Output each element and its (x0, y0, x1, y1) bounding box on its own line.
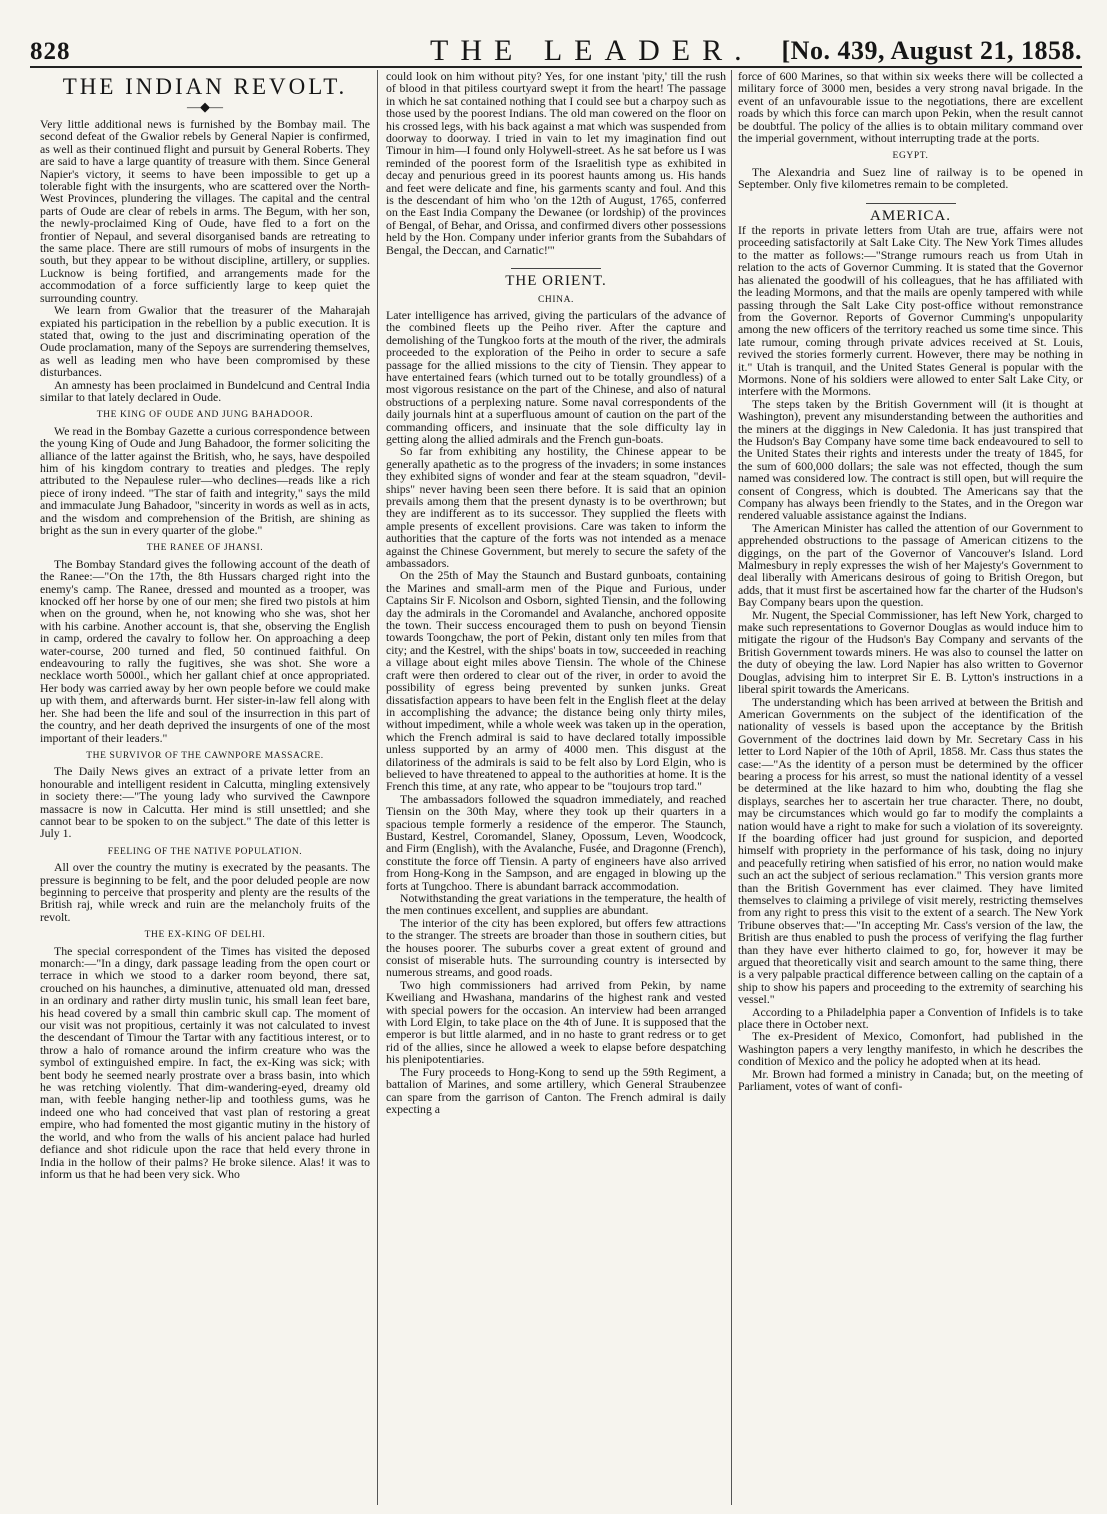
article-paragraph: force of 600 Marines, so that within six weeks there will be collected a military force of 3000 men, besides a very strong naval brigade. In the event of an unfavourable issue to the negotiations, there are excellent roads by which this force can march upon Pekin, when the result cannot be doubtful. The policy of the allies is to obtain military command over the imperial government, without interrupting trade at the ports. (738, 70, 1083, 146)
article-paragraph: The understanding which has been arrived at between the British and American Governments on the subject of the identification of the nationality of vessels is based upon the acceptance by the British Government of the doctrines laid down by Mr. Secretary Cass in his letter to Lord Napier of the 10th of April, 1858. Mr. Cass thus states the case:—"As the identity of a person must be determined by the officer bearing a process for his arrest, so must the national identity of a vessel be determined at the like hazard to him who, doubting the flag she displays, searches her to ascertain her true character. There, no doubt, may be circumstances which would go far to modify the complaints a nation would have a right to make for such a violation of its sovereignty. If the boarding officer had just ground for suspicion, and deported himself with propriety in the performance of his task, doing no injury and peacefully retiring when satisfied of his error, no nation would make such an act the subject of serious reclamation." This version grants more than the British Government has ever claimed. They have limited themselves to claiming a privilege of visit merely, restricting themselves from any right to press this visit to the extent of a search. The New York Tribune observes that:—"In accepting Mr. Cass's version of the law, the British are thus enabled to push the process of verifying the flag further than they have ever hitherto claimed to go, for, however it may be argued that theoretically visit and search amount to the same thing, there is a very palpable practical difference between calling on the captain of a ship to show his papers and proceeding to the extremity of searching his vessel." (738, 694, 1083, 1007)
article-paragraph: An amnesty has been proclaimed in Bundelcund and Central India similar to that lately declared in Oude. (40, 377, 370, 404)
article-paragraph: The Alexandria and Suez line of railway is to be opened in September. Only five kilometres remain to be completed. (738, 164, 1083, 192)
article-paragraph: Mr. Nugent, the Special Commissioner, has left New York, charged to make such representations to Governor Douglas as would induce him to mitigate the rigour of the Hudson's Bay Company and servants of the British Government towards miners. He was also to counsel the latter on the duty of obeying the law. Lord Napier has also written to Governor Douglas, advising him to interpret Sir E. B. Lytton's instructions in a liberal spirit towards the Americans. (738, 607, 1083, 697)
article-paragraph: The Daily News gives an extract of a private letter from an honourable and intelligent resident in Calcutta, mingling extensively in society there:—"The young lady who survived the Cawnpore massacre is now in Calcutta. Her mind is still unsettled; and she cannot bear to be spoken to on the subject." The date of this letter is July 1. (40, 764, 370, 841)
newspaper-title: THE LEADER. (430, 34, 754, 67)
article-paragraph: Mr. Brown had formed a ministry in Canada; but, on the meeting of Parliament, votes of want of confi- (738, 1066, 1083, 1094)
subheading-king-of-oude: THE KING OF OUDE AND JUNG BAHADOOR. (96, 410, 314, 421)
subheading-egypt: EGYPT. (892, 151, 929, 162)
subheading-ex-king-of-delhi: THE EX-KING OF DELHI. (144, 930, 266, 941)
article-paragraph: could look on him without pity? Yes, for one instant 'pity,' till the rush of blood in that pitiless courtyard swept it from the heart! The passage in which he sat contained nothing that I could see but a charpoy such as those used by the poorest Indians. The old man cowered on the floor on his crossed legs, with his back against a mat which was suspended from doorway to doorway. I tried in vain to let my imagination find out Timour in him—I found only Holywell-street. As he sat before us I was reminded of the poorest form of the Israelitish type as exhibited in decay and penurious greed in its poorest haunts among us. His hands and feet were delicate and fine, his garments scanty and foul. And this is the descendant of him who 'on the 12th of August, 1765, conferred on the East India Company the Dewanee (or lordship) of the provinces of Bengal, of Behar, and Orissa, and confirmed divers other possessions held by the Hon. Company under inferior grants from the Subahdars of Bengal, the Deccan, and Carnatic!'" (386, 70, 726, 257)
article-paragraph: The Bombay Standard gives the following account of the death of the Ranee:—"On the 17th, the 8th Hussars charged right into the enemy's camp. The Ranee, dressed and mounted as a trooper, was knocked off her horse by one of our men; she fired two pistols at him when on the ground, when he, not knowing who she was, shot her with his carbine. Another account is, that she, observing the English in camp, ordered the cavalry to follow her. On approaching a deep water-course, 200 turned and fled, 50 continued faithful. On endeavouring to rally the fugitives, she was shot. She wore a necklace worth 5000l., which her gallant chief at once appropriated. Her body was carried away by her own people before we could make up with them, and afterwards burnt. Her sister-in-law fell along with her. She had been the life and soul of the insurrection in this part of the country, and her death deprived the insurgents of one of the most important of their leaders." (40, 556, 370, 745)
article-paragraph: Very little additional news is furnished by the Bombay mail. The second defeat of the Gwalior rebels by General Napier is confirmed, as well as their continued flight and pursuit by General Roberts. They are said to have a large quantity of treasure with them. Since General Napier's victory, it seems to have been impossible to get up a tolerable fight with the insurgents, who are scattered over the North-West Provinces, plundering the villages. The capital and the central parts of Oude are clear of rebels in arms. The Begum, with her son, the newly-proclaimed King of Oude, have fled to a fort on the frontier of Nepaul, and several disorganised bands are retreating to the same place. There are still rumours of mobs of insurgents in the south, but they appear to be without discipline, artillery, or supplies. Lucknow is being fortified, and arrangements made for the accommodation of a force sufficiently large to keep quiet the surrounding country. (40, 117, 370, 305)
america-heading: AMERICA. (870, 207, 951, 224)
article-paragraph: According to a Philadelphia paper a Convention of Infidels is to take place there in October next. (738, 1004, 1083, 1032)
subheading-ranee-of-jhansi: THE RANEE OF JHANSI. (146, 543, 264, 554)
article-paragraph: Notwithstanding the great variations in the temperature, the health of the men continues excellent, and supplies are abundant. (386, 891, 726, 918)
section-rule (866, 203, 956, 204)
article-paragraph: The steps taken by the British Government will (it is thought at Washington), prevent any misunderstanding between the authorities and the miners at the diggings in New Caledonia. It has just transpired that the Hudson's Bay Company have some time back endeavoured to sell to the United States their rights and interests under the treaty of 1845, for the sum of 600,000 dollars; the sale was not effected, though the sum named was considered low. The contract is still open, but will require the consent of Congress, which is doubted. The Americans say that the Company has always been friendly to the States, and in the Oregon war rendered valuable assistance against the Indians. (738, 396, 1083, 523)
article-paragraph: The interior of the city has been explored, but offers few attractions to the stranger. The streets are broader than those in southern cities, but the houses poorer. The suburbs cover a great extent of ground and consist of miserable huts. The surrounding country is intersected by numerous streams, and good roads. (386, 915, 726, 980)
subheading-china: CHINA. (537, 294, 575, 305)
article-paragraph: The ambassadors followed the squadron immediately, and reached Tiensin on the 30th May, where they took up their quarters in a spacious temple formerly a residence of the emperor. The Staunch, Bustard, Kestrel, Coromandel, Slaney, Opossum, Leven, Woodcock, and Firm (English), with the Avalanche, Fusée, and Dragonne (French), constitute the force off Tiensin. A party of engineers have also arrived from Hong-Kong in the Sampson, and are engaged in blowing up the forts at Tungchoo. There is abundant barrack accommodation. (386, 791, 726, 893)
article-paragraph: The American Minister has called the attention of our Government to apprehended obstructions to the passage of American citizens to the diggings, on the part of the Governor of Vancouver's Island. Lord Malmesbury in reply expresses the wish of her Majesty's Government to deal liberally with Americans desirous of going to British Oregon, but adds, that it must first be ascertained how far the charter of the Hudson's Bay Company bears upon the question. (738, 520, 1083, 610)
article-paragraph: We read in the Bombay Gazette a curious correspondence between the young King of Oude and Jung Bahadoor, the former soliciting the alliance of the latter against the British, who, he says, have despoiled him of his kingdom contrary to treaties and pledges. The reply attributed to the Nepaulese ruler—who declines—reads like a rich piece of irony indeed. "The star of faith and integrity," says the mild and immaculate Jung Bahadoor, "sincerity in words as well as in acts, and the wisdom and comprehension of the British, are shining as bright as the sun in every quarter of the globe." (40, 423, 370, 537)
column-divider-2 (731, 70, 732, 1505)
column-3 (738, 70, 1083, 1505)
subheading-cawnpore-survivor: THE SURVIVOR OF THE CAWNPORE MASSACRE. (86, 750, 324, 761)
issue-date: [No. 439, August 21, 1858. (781, 36, 1082, 65)
article-paragraph: We learn from Gwalior that the treasurer of the Maharajah expiated his participation in the rebellion by a public execution. It is stated that, owing to the just and discriminating operation of the Oude proclamation, many of the Sepoys are surrendering themselves, as well as leading men who have been compromised by these disturbances. (40, 303, 370, 380)
article-paragraph: The special correspondent of the Times has visited the deposed monarch:—"In a dingy, dark passage leading from the open court or terrace in which we stood to a darker room beyond, there sat, crouched on his haunches, a diminutive, attenuated old man, dressed in an ordinary and rather dirty muslin tunic, his small lean feet bare, his head covered by a small thin cambric skull cap. The moment of our visit was not propitious, certainly it was not calculated to invest the descendant of Timour the Tartar with any factitious interest, or to throw a halo of romance around the infirm creature who was the symbol of extinguished empire. In fact, the ex-King was sick; with bent body he seemed nearly prostrate over a brass basin, into which he was retching violently. That dim-wandering-eyed, dreamy old man, with feeble hanging nether-lip and toothless gums, was he indeed one who had conceived that vast plan of restoring a great empire, who had fomented the most gigantic mutiny in the history of the world, and who from the walls of his ancient palace had hurled defiance and shot ridicule upon the race that held every throne in India in the hollow of their palms? He broke silence. Alas! it was to inform us that he had been very sick. Who (40, 943, 370, 1181)
section-rule (511, 268, 601, 269)
article-paragraph: Two high commissioners had arrived from Pekin, by name Kweiliang and Hwashana, mandarins of the highest rank and vested with special powers for the occasion. An interview had been arranged with Lord Elgin, to take place on the 4th of June. It is supposed that the emperor is but little alarmed, and in no haste to grant redress or to get rid of the allies, since he allowed a week to elapse before despatching his plenipotentiaries. (386, 977, 726, 1067)
heading-ornament: —◆— (187, 99, 223, 114)
indian-revolt-heading: THE INDIAN REVOLT. (62, 74, 348, 99)
masthead (30, 34, 1082, 68)
subheading-native-population: FEELING OF THE NATIVE POPULATION. (107, 846, 303, 857)
orient-heading: THE ORIENT. (505, 273, 607, 290)
column-divider-1 (377, 70, 378, 1505)
article-paragraph: On the 25th of May the Staunch and Bustard gunboats, containing the Marines and small-arm men of the Pique and Furious, under Captains Sir F. Nicolson and Osborn, sighted Tiensin, and the following day the admirals in the Coromandel and Avalanche, anchored opposite the town. Their success encouraged them to push on beyond Tiensin towards Toongchaw, the port of Pekin, distant only ten miles from that city; and the Kestrel, with the ships' boats in tow, succeeded in reaching a village about eight miles above Tiensin. The whole of the Chinese craft were then ordered to clear out of the river, in order to avoid the possibility of egress being prevented by sunken junks. Great dissatisfaction appears to have been felt in the English fleet at the delay in accomplishing the advance; the distance being only thirty miles, without impediment, while a whole week was taken up in the operation, which the French admiral is said to have declared totally impossible unless supported by an army of 4000 men. This disgust at the dilatoriness of the admirals is said to be felt also by Lord Elgin, who is believed to have threatened to appeal to the authorities at home. It is the French this time, at any rate, who appear to be "toujours trop tard." (386, 568, 726, 794)
article-paragraph: If the reports in private letters from Utah are true, affairs were not proceeding satisfactorily at Salt Lake City. The New York Times alludes to the matter as follows:—"Strange rumours reach us from Utah in relation to the acts of Governor Cumming. It is stated that the Governor has alienated the goodwill of his colleagues, that he has affiliated with the leading Mormons, and that the mails are openly tampered with while passing through the Salt Lake City post-office without remonstrance from the Governor. Reports of Governor Cumming's unpopularity among the new officers of the territory reached us some time since. This late rumour, coming through private advices received at St. Louis, revived the stories formerly current. However, there may be nothing in it." Utah is tranquil, and the United States General is popular with the Mormons. None of his soldiers were allowed to enter Salt Lake City, or interfere with the Mormons. (738, 223, 1083, 399)
article-paragraph: Later intelligence has arrived, giving the particulars of the advance of the combined fleets up the Peiho river. After the capture and demolishing of the Tungkoo forts at the mouth of the river, the admirals proceeded to the exploration of the Peiho in order to secure a safe passage for the allied missions to the city of Tiensin. They appear to have entertained fears (which turned out to be totally groundless) of a most vigorous resistance on the part of the Chinese, and also of natural obstructions of a perplexing nature. Some naval correspondents of the daily journals hint at a superfluous amount of caution on the part of the commanding officers, and insinuate that the sole difficulty lay in getting along the allied admirals and the French gun-boats. (386, 307, 726, 446)
column-2 (386, 70, 726, 1505)
article-paragraph: The ex-President of Mexico, Comonfort, had published in the Washington papers a very lengthy manifesto, in which he describes the condition of Mexico and the policy he adopted when at its head. (738, 1029, 1083, 1069)
article-paragraph: All over the country the mutiny is execrated by the peasants. The pressure is beginning to be felt, and the poor deluded people are now beginning to perceive that prosperity and plenty are the results of the British raj, while wreck and ruin are the melancholy fruits of the revolt. (40, 860, 370, 924)
column-1 (40, 70, 370, 1505)
page-number: 828 (30, 38, 71, 65)
article-paragraph: So far from exhibiting any hostility, the Chinese appear to be generally apathetic as to the progress of the invaders; in some instances they exhibited signs of wonder and fear at the steam squadron, "devil-ships" never having been seen there before. It is said that an opinion prevails among them that the present dynasty is to be overthrown; but they are indifferent as to its successor. They supplied the fleets with ample presents of excellent provisions. Care was taken to inform the authorities that the capture of the forts was not intended as a menace against the Chinese Government, but merely to secure the safety of the ambassadors. (386, 444, 726, 571)
article-paragraph: The Fury proceeds to Hong-Kong to send up the 59th Regiment, a battalion of Marines, and some artillery, which General Straubenzee can spare from the garrison of Canton. The French admiral is daily expecting a (386, 1064, 726, 1116)
